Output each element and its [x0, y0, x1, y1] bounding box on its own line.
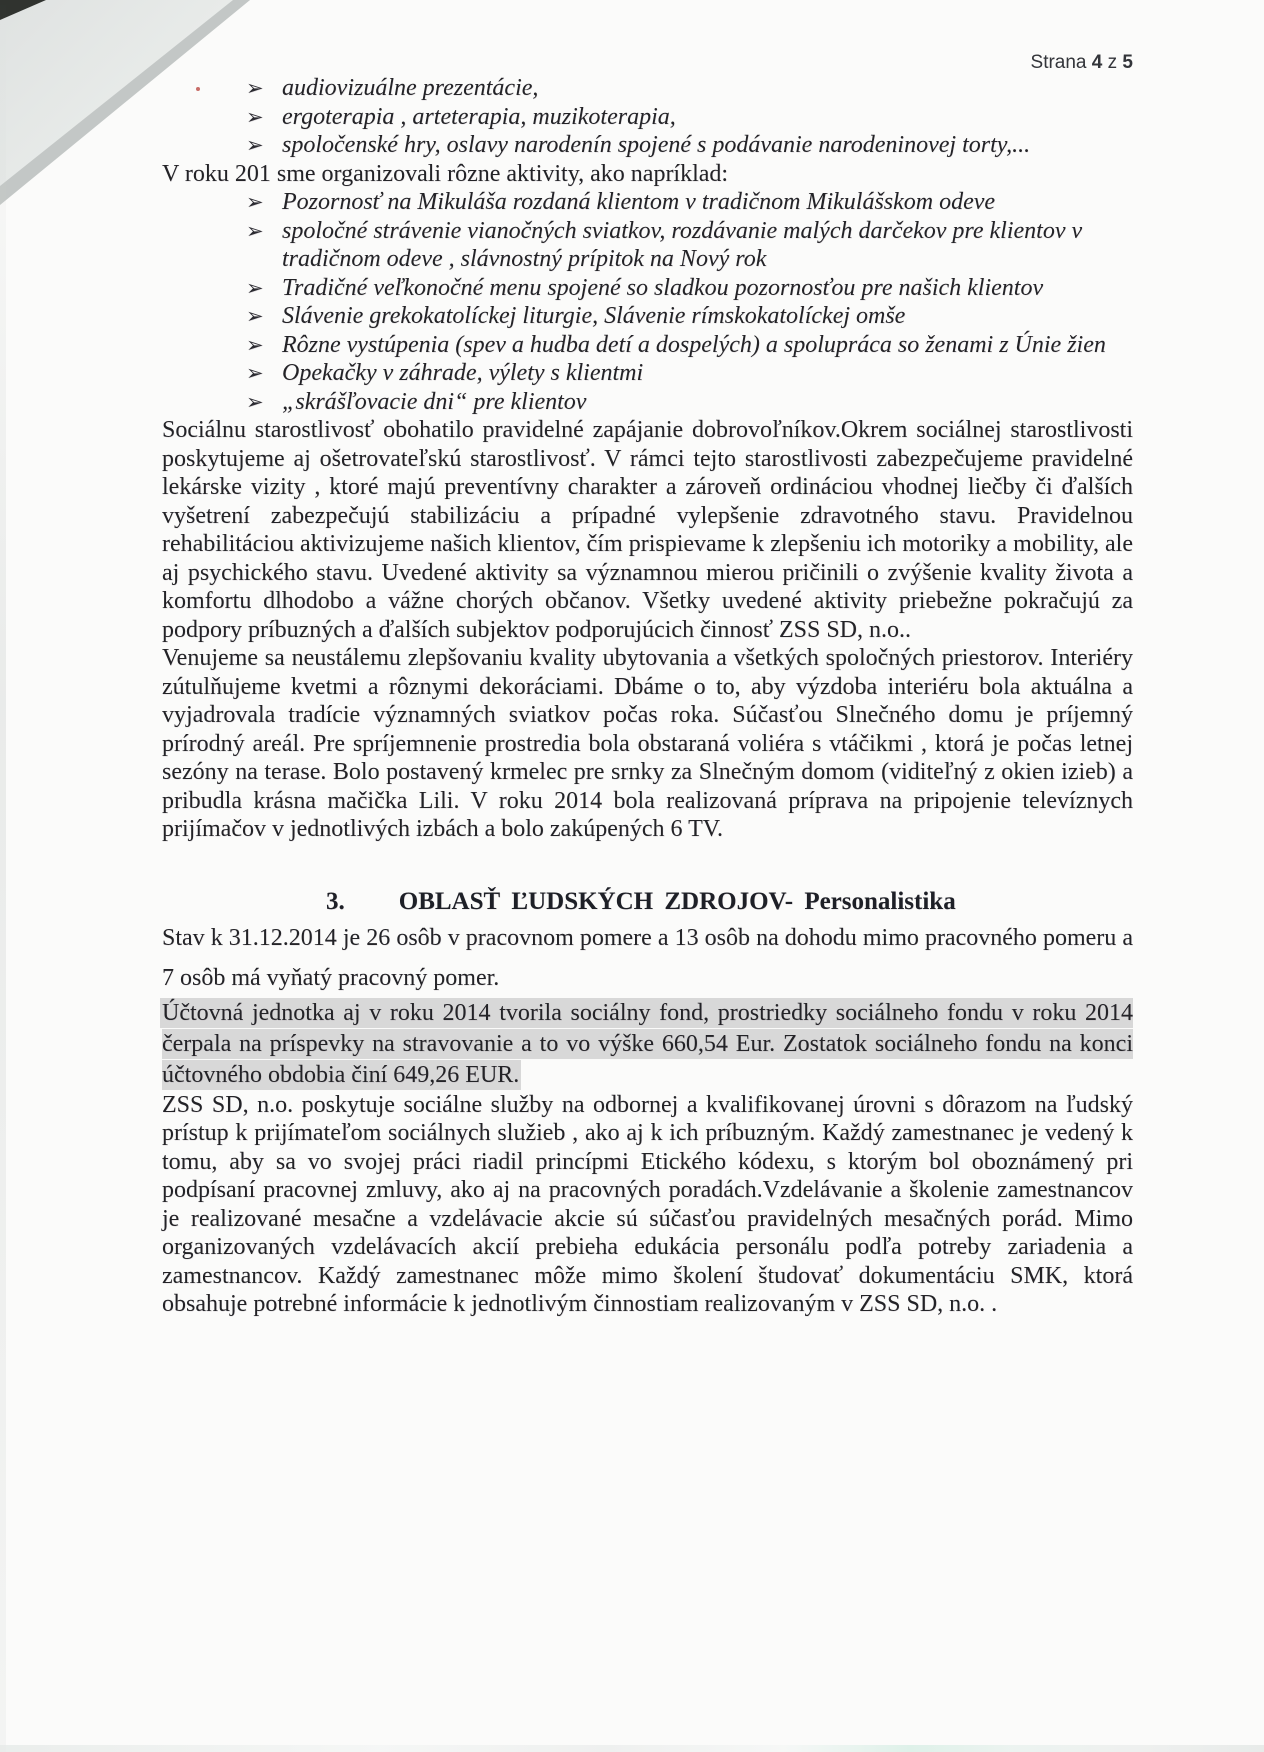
list-item	[162, 131, 1133, 160]
list-item-text: audiovizuálne prezentácie,	[282, 75, 539, 101]
page-number-word: Strana	[1030, 52, 1087, 73]
page-number-of-word: z	[1107, 52, 1118, 73]
list-item-text: spoločenské hry, oslavy narodenín spojené s podávanie narodeninovej torty,...	[282, 132, 1031, 158]
list-item	[162, 302, 1133, 331]
list-item	[162, 74, 1133, 103]
arrow-bullet-icon: ➢	[246, 361, 264, 385]
list-item	[162, 359, 1133, 388]
list-item-text: Rôzne vystúpenia (spev a hudba detí a dospelých) a spolupráca so ženami z Únie žien	[282, 331, 1106, 358]
arrow-bullet-icon: ➢	[246, 133, 264, 157]
page-number	[162, 52, 1133, 74]
list-item-text: ergoterapia , arteterapia, muzikoterapia,	[282, 103, 676, 130]
scan-bottom-edge-strip	[0, 1745, 1264, 1752]
highlighted-text: Účtovná jednotka aj v roku 2014 tvorila sociálny fond, prostriedky sociálneho fondu v roku 2014 čerpala na príspevky na stravovanie a to vo výške 660,54 Eur. Zostatok sociálneho fondu na konci účtovného obdobia činí 649,26 EUR.	[162, 999, 1133, 1088]
list-item-text: Opekačky v záhrade, výlety s klientmi	[282, 360, 644, 386]
service-quality-paragraph: ZSS SD, n.o. poskytuje sociálne služby na odbornej a kvalifikovanej úrovni s dôrazom na ľudský prístup k prijímateľom sociálnych služieb , ako aj k ich príbuzným. Každý zamestnanec je vedený k tomu, aby sa vo svojej práci riadil princípmi Etického kódexu, s ktorým bol oboznámený pri podpísaní pracovnej zmluvy, ako aj na pracovných poradách.Vzdelávanie a školenie zamestnancov je realizované mesačne a vzdelávacie akcie sú súčasťou pravidelných mesačných porád. Mimo organizovaných vzdelávacích akcií prebieha edukácia personálu podľa potreby zariadenia a zamestnancov. Každý zamestnanec môže mimo školení študovať dokumentáciu SMK, ktorá obsahuje potrebné informácie k jednotlivým činnostiam realizovaným v ZSS SD, n.o. .	[162, 1091, 1133, 1317]
section-number: 3.	[326, 887, 345, 915]
arrow-bullet-icon: ➢	[246, 389, 264, 414]
page-number-current: 4	[1091, 52, 1103, 73]
year-events-list	[162, 188, 1133, 416]
arrow-bullet-icon: ➢	[246, 104, 264, 129]
staff-status-paragraph: Stav k 31.12.2014 je 26 osôb v pracovnom pomere a 13 osôb na dohodu mimo pracovného pomeru a 7 osôb má vyňatý pracovný pomer.	[162, 924, 1133, 991]
page-number-total: 5	[1122, 52, 1133, 73]
section-heading-hr	[162, 886, 1133, 918]
section-title: OBLASŤ ĽUDSKÝCH ZDROJOV- Personalistika	[398, 887, 956, 915]
list-item	[162, 103, 1133, 132]
arrow-bullet-icon: ➢	[246, 76, 264, 100]
arrow-bullet-icon: ➢	[246, 332, 264, 357]
list-item-text: spoločné strávenie vianočných sviatkov, rozdávanie malých darčekov pre klientov v tradičnom odeve , slávnostný prípitok na Nový rok	[282, 217, 1083, 272]
list-item	[162, 274, 1133, 303]
therapy-activities-list	[162, 74, 1133, 160]
activities-intro-paragraph: V roku 201 sme organizovali rôzne aktivity, ako napríklad:	[162, 160, 729, 187]
arrow-bullet-icon: ➢	[246, 304, 264, 328]
document-content	[162, 0, 1133, 1319]
list-item	[162, 188, 1133, 217]
list-item-text: Pozornosť na Mikuláša rozdaná klientom v tradičnom Mikulášskom odeve	[282, 189, 996, 215]
list-item-text: Slávenie grekokatolíckej liturgie, Slávenie rímskokatolíckej omše	[282, 303, 906, 329]
arrow-bullet-icon: ➢	[246, 218, 264, 243]
list-item	[162, 331, 1133, 360]
list-item	[162, 217, 1133, 274]
arrow-bullet-icon: ➢	[246, 275, 264, 300]
arrow-bullet-icon: ➢	[246, 190, 264, 214]
scan-left-edge-shadow	[0, 0, 6, 1752]
environment-paragraph: Venujeme sa neustálemu zlepšovaniu kvality ubytovania a všetkých spoločných priestorov. Interiéry zútulňujeme kvetmi a rôznymi dekoráciami. Dbáme o to, aby výzdoba interiéru bola aktuálna a vyjadrovala tradície významných sviatkov počas roka. Súčasťou Slnečného domu je príjemný prírodný areál. Pre spríjemnenie prostredia bola obstaraná voliéra s vtáčikmi , ktorá je počas letnej sezóny na terase. Bolo postavený krmelec pre srnky za Slnečným domom (viditeľný z okien izieb) a pribudla krásna mačička Lili. V roku 2014 bola realizovaná príprava na pripojenie televíznych prijímačov v jednotlivých izbách a bolo zakúpených 6 TV.	[162, 645, 1133, 842]
list-item-text: „skrášľovacie dni“ pre klientov	[282, 388, 587, 415]
list-item	[162, 388, 1133, 417]
social-care-paragraph: Sociálnu starostlivosť obohatilo pravidelné zapájanie dobrovoľníkov.Okrem sociálnej starostlivosti poskytujeme aj ošetrovateľskú starostlivosť. V rámci tejto starostlivosti zabezpečujeme pravidelné lekárske vizity , ktoré majú preventívny charakter a zároveň ordináciou vhodnej liečby či ďalších vyšetrení zabezpečujú stabilizáciu a prípadné vylepšenie zdravotného stavu. Pravidelnou rehabilitáciou aktivizujeme našich klientov, čím prispievame k zlepšeniu ich motoriky a mobility, ale aj psychického stavu. Uvedené aktivity sa významnou mierou pričinili o zvýšenie kvality života a komfortu dlhodobo a vážne chorých občanov. Všetky uvedené aktivity priebežne pokračujú za podpory príbuzných a ďalších subjektov podporujúcich činnosť ZSS SD, n.o..	[162, 417, 1133, 643]
social-fund-paragraph	[162, 998, 1133, 1091]
list-item-text: Tradičné veľkonočné menu spojené so sladkou pozornosťou pre našich klientov	[282, 274, 1044, 301]
